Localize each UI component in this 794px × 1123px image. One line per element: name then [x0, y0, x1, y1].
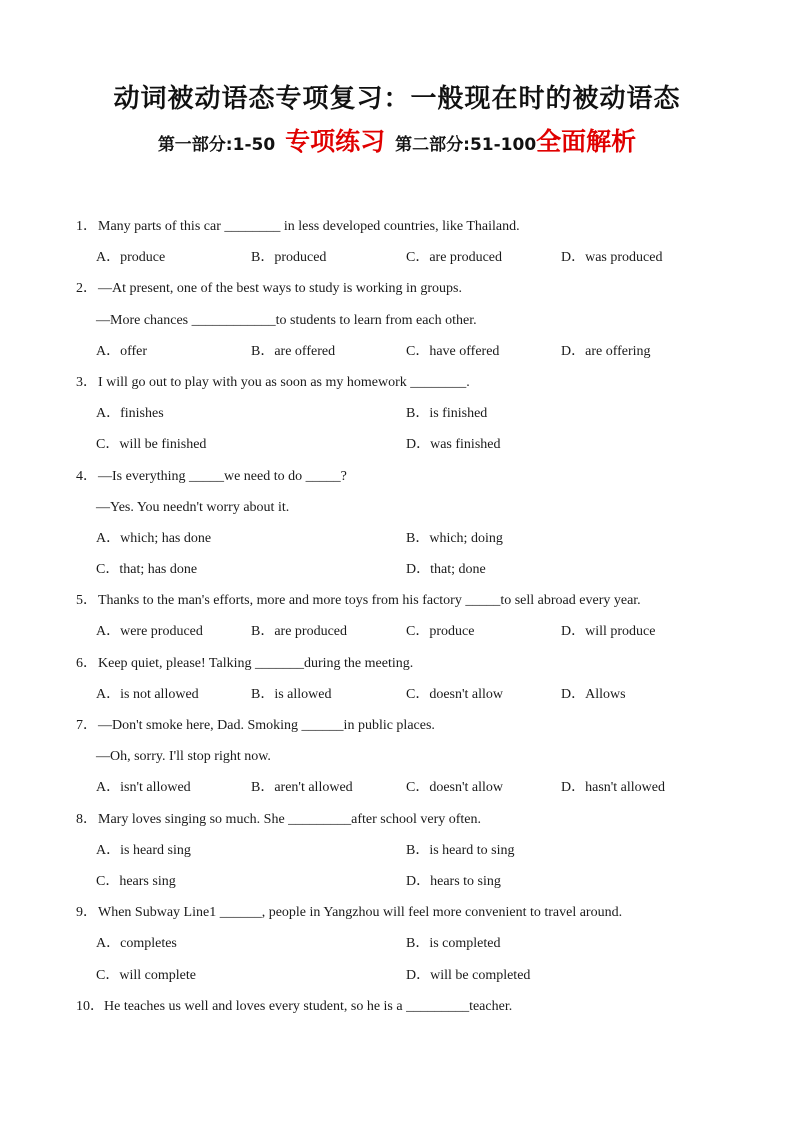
question-text-line: —More chances ____________to students to learn from each other.: [96, 312, 477, 328]
question-9: [76, 902, 716, 933]
option-c: C．have offered: [406, 343, 500, 359]
options-row: [76, 341, 716, 372]
part2-label: 第二部分:51-100: [395, 135, 537, 155]
question-4: [76, 466, 716, 497]
question-number: 2．: [76, 281, 97, 297]
options-row: [76, 247, 716, 278]
question-10: [76, 996, 716, 1027]
question-text: When Subway Line1 ______, people in Yangzhou will feel more convenient to travel around.: [98, 905, 623, 921]
option-a: A．completes: [96, 936, 177, 952]
question-number: 1．: [76, 219, 97, 234]
part1-highlight: 专项练习: [285, 127, 386, 156]
option-a: A．offer: [96, 343, 148, 359]
option-a: A．finishes: [96, 406, 164, 422]
option-c: C．doesn't allow: [406, 686, 504, 702]
question-number: 8．: [76, 811, 97, 827]
question-text: Many parts of this car ________ in less developed countries, like Thailand.: [98, 219, 520, 234]
option-b: B．is heard to sing: [406, 842, 515, 858]
option-c: C．hears sing: [96, 873, 176, 889]
question-text: Thanks to the man's efforts, more and more toys from his factory _____to sell abroad every year.: [98, 593, 641, 609]
question-number: 10．: [76, 998, 104, 1014]
option-d: D．that; done: [406, 562, 486, 578]
option-a: A．isn't allowed: [96, 780, 191, 796]
options-row: [76, 559, 716, 590]
question-3: [76, 372, 716, 403]
options-row: [76, 403, 716, 434]
question-text: I will go out to play with you as soon as my homework ________.: [98, 374, 470, 390]
question-6: [76, 653, 716, 684]
option-d: D．will produce: [561, 624, 656, 640]
option-c: C．that; has done: [96, 562, 198, 578]
question-2: [76, 278, 716, 309]
option-d: D．will be completed: [406, 967, 531, 983]
option-a: A．were produced: [96, 624, 203, 640]
options-row: [76, 840, 716, 871]
option-b: B．which; doing: [406, 530, 503, 546]
option-d: D．was finished: [406, 437, 501, 453]
option-a: A．which; has done: [96, 530, 212, 546]
option-b: B．produced: [251, 250, 327, 266]
option-b: B．is allowed: [251, 686, 332, 702]
option-b: B．is finished: [406, 406, 488, 422]
question-1: [76, 216, 716, 247]
question-text-line: —Yes. You needn't worry about it.: [96, 499, 290, 515]
part1-label: 第一部分:1-50: [157, 135, 276, 155]
option-d: D．hears to sing: [406, 873, 501, 889]
question-text: Mary loves singing so much. She _________after school very often.: [98, 811, 481, 827]
options-row: [76, 621, 716, 652]
option-a: A．produce: [96, 250, 166, 266]
option-d: D．Allows: [561, 686, 626, 702]
question-text: Keep quiet, please! Talking _______during the meeting.: [98, 655, 414, 671]
question-number: 4．: [76, 468, 97, 484]
options-row: [76, 684, 716, 715]
option-c: C．are produced: [406, 250, 503, 266]
option-c: C．doesn't allow: [406, 780, 504, 796]
option-a: A．is not allowed: [96, 686, 199, 702]
question-number: 3．: [76, 374, 97, 390]
question-text: —Don't smoke here, Dad. Smoking ______in public places.: [98, 718, 435, 733]
question-8: [76, 809, 716, 840]
question-number: 5．: [76, 593, 97, 609]
option-d: D．are offering: [561, 343, 651, 359]
options-row: [76, 777, 716, 808]
option-d: D．hasn't allowed: [561, 780, 666, 796]
subtitle: [0, 122, 794, 158]
option-b: B．are produced: [251, 624, 348, 640]
question-list: [76, 216, 716, 1027]
option-b: B．are offered: [251, 343, 336, 359]
option-c: C．will be finished: [96, 437, 207, 453]
option-b: B．aren't allowed: [251, 780, 353, 796]
option-d: D．was produced: [561, 250, 663, 266]
options-row: [76, 434, 716, 465]
options-row: [76, 933, 716, 964]
option-a: A．is heard sing: [96, 842, 191, 858]
question-text: —At present, one of the best ways to study is working in groups.: [98, 281, 462, 297]
question-number: 7．: [76, 718, 97, 733]
question-text: —Is everything _____we need to do _____?: [98, 468, 347, 484]
question-number: 9．: [76, 905, 97, 921]
page-title: 动词被动语态专项复习：一般现在时的被动语态: [113, 84, 681, 114]
options-row: [76, 528, 716, 559]
part2-highlight: 全面解析: [536, 127, 637, 156]
question-7: [76, 715, 716, 746]
option-c: C．will complete: [96, 967, 196, 983]
question-5: [76, 590, 716, 621]
question-text: He teaches us well and loves every student, so he is a _________teacher.: [104, 998, 513, 1014]
question-number: 6．: [76, 655, 97, 671]
option-c: C．produce: [406, 624, 475, 640]
options-row: [76, 965, 716, 996]
option-b: B．is completed: [406, 936, 501, 952]
options-row: [76, 871, 716, 902]
question-text-line: —Oh, sorry. I'll stop right now.: [96, 749, 271, 765]
